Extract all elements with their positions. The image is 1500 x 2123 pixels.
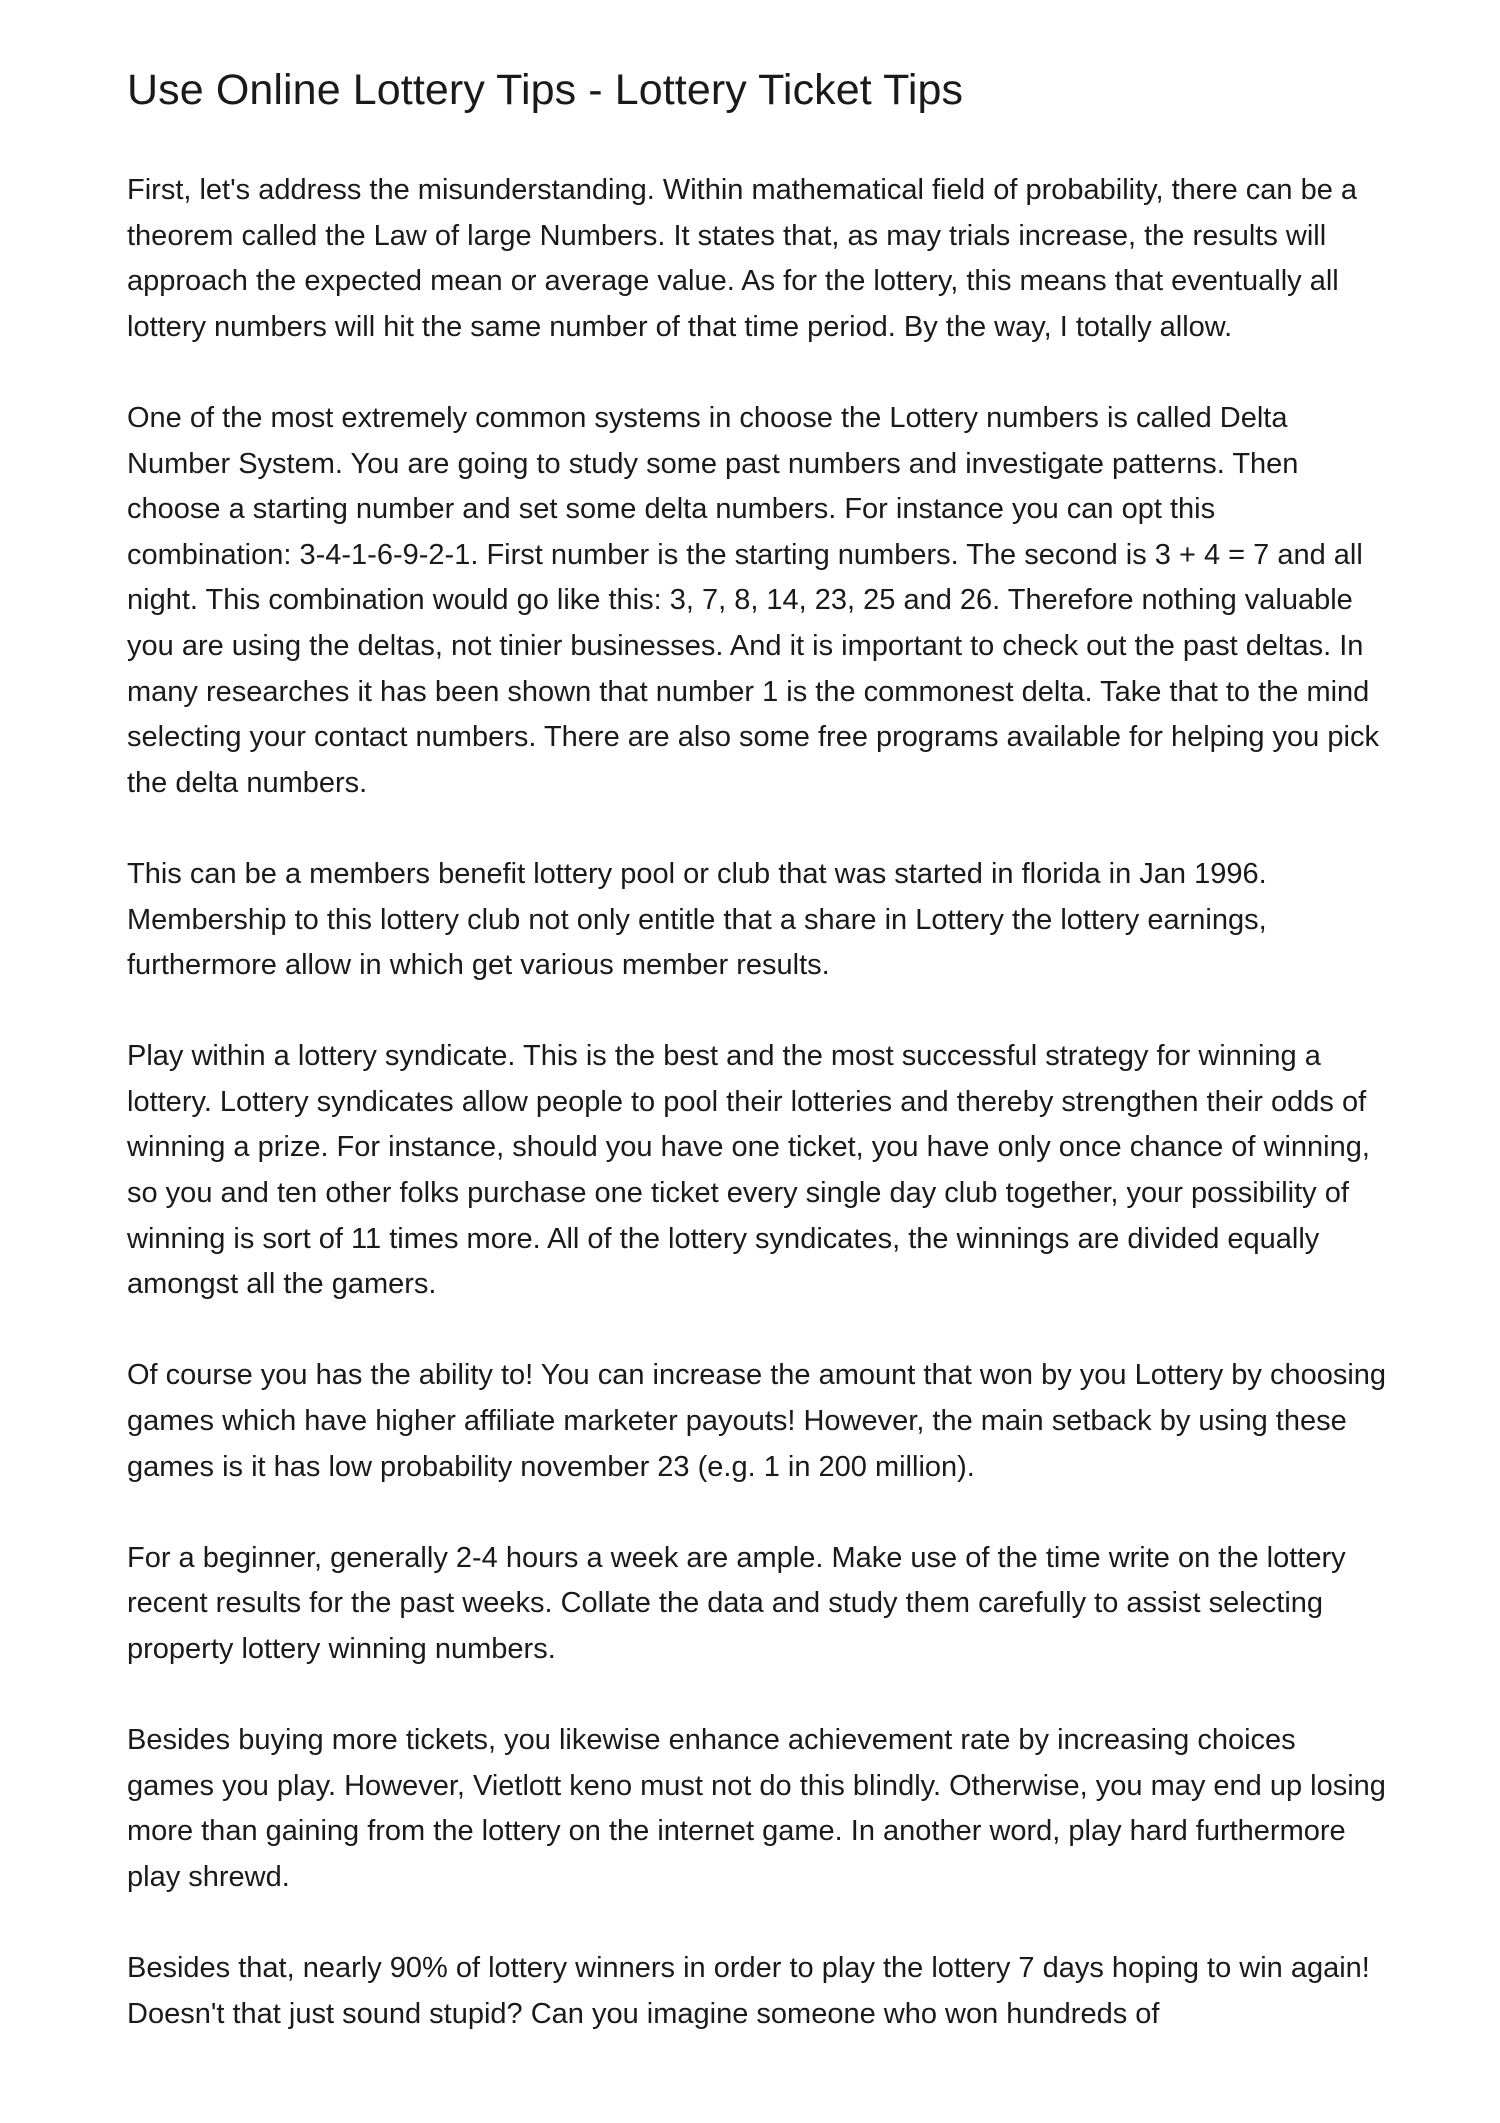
- paragraph-1: First, let's address the misunderstanding. Within mathematical field of probability, there can be a theorem called the Law of large Numbers. It states that, as may trials increase, the results will approach the expected mean or average value. As for the lottery, this means that eventually all lottery numbers will hit the same number of that time period. By the way, I totally allow.: [127, 174, 1358, 343]
- paragraph-6: For a beginner, generally 2-4 hours a week are ample. Make use of the time write on the lottery recent results for the past weeks. Collate the data and study them carefully to assist selecting property lottery winning numbers.: [127, 1541, 1346, 1665]
- paragraph-7: Besides buying more tickets, you likewise enhance achievement rate by increasing choices games you play. However, Vietlott keno must not do this blindly. Otherwise, you may end up losing more than gaining from the lottery on the internet game. In another word, play hard furthermore play shrewd.: [127, 1724, 1386, 1893]
- paragraph-5: Of course you has the ability to! You can increase the amount that won by you Lottery by choosing games which have higher affiliate marketer payouts! However, the main setback by using these games is it has low probability november 23 (e.g. 1 in 200 million).: [127, 1359, 1387, 1483]
- paragraph-8: Besides that, nearly 90% of lottery winners in order to play the lottery 7 days hoping to win again! Doesn't that just sound stupid? Can you imagine someone who won hundreds of: [127, 1952, 1370, 2030]
- page-title: Use Online Lottery Tips - Lottery Ticket Tips: [127, 66, 964, 114]
- document-page: [127, 60, 1387, 2083]
- paragraph-3: This can be a members benefit lottery pool or club that was started in florida in Jan 1996. Membership to this lottery club not only entitle that a share in Lottery the lottery earnings, furthermore allow in which get various member results.: [127, 857, 1267, 982]
- paragraph-2: One of the most extremely common systems in choose the Lottery numbers is called Delta Number System. You are going to study some past numbers and investigate patterns. Then choose a starting number and set some delta numbers. For instance you can opt this combination: 3-4-1-6-9-2-1. First number is the starting numbers. The second is 3 + 4 = 7 and all night. This combination would go like this: 3, 7, 8, 14, 23, 25 and 26. Therefore nothing valuable you are using the deltas, not tinier businesses. And it is important to check out the past deltas. In many researches it has been shown that number 1 is the commonest delta. Take that to the mind selecting your contact numbers. There are also some free programs available for helping you pick the delta numbers.: [127, 401, 1379, 799]
- paragraph-4: Play within a lottery syndicate. This is the best and the most successful strategy for winning a lottery. Lottery syndicates allow people to pool their lotteries and thereby strengthen their odds of winning a prize. For instance, should you have one ticket, you have only once chance of winning, so you and ten other folks purchase one ticket every single day club together, your possibility of winning is sort of 11 times more. All of the lottery syndicates, the winnings are divided equally amongst all the gamers.: [127, 1040, 1370, 1301]
